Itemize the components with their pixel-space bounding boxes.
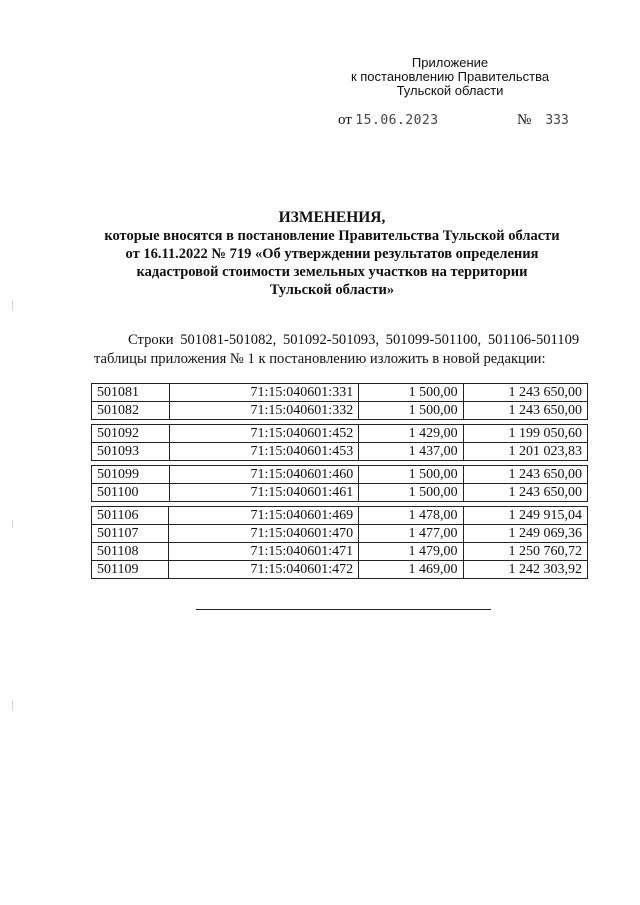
cadastral-number-cell: 71:15:040601:453 [169, 443, 359, 461]
end-of-document-rule [196, 609, 491, 610]
cadastral-number-cell: 71:15:040601:471 [169, 543, 359, 561]
table-row [92, 402, 588, 420]
table-row [92, 561, 588, 579]
cadastral-value-cell: 1 201 023,83 [463, 443, 587, 461]
date-label: от [338, 112, 352, 128]
document-number [517, 111, 569, 129]
cadastral-number-cell: 71:15:040601:331 [169, 384, 359, 402]
cadastral-number-cell: 71:15:040601:452 [169, 425, 359, 443]
table-row [92, 507, 588, 525]
number-value: 333 [545, 113, 569, 128]
cadastral-number-cell: 71:15:040601:472 [169, 561, 359, 579]
document-date [338, 112, 439, 129]
cadastral-table [91, 506, 588, 579]
specific-value-cell: 1 469,00 [359, 561, 463, 579]
row-number-cell: 501082 [92, 402, 170, 420]
appendix-header [330, 56, 570, 98]
cadastral-table [91, 465, 588, 502]
appendix-line: Приложение [411, 55, 489, 70]
appendix-line: Тульской области [396, 83, 504, 98]
cadastral-value-cell: 1 250 760,72 [463, 543, 587, 561]
row-number-cell: 501108 [92, 543, 169, 561]
cadastral-tables [91, 383, 588, 583]
title-line: которые вносятся в постановление Правительства Тульской области [104, 228, 560, 244]
row-number-cell: 501107 [92, 525, 169, 543]
scan-edge-mark-middle [12, 520, 13, 528]
cadastral-value-cell: 1 243 650,00 [463, 402, 587, 420]
cadastral-number-cell: 71:15:040601:469 [169, 507, 359, 525]
cadastral-value-cell: 1 242 303,92 [463, 561, 587, 579]
specific-value-cell: 1 479,00 [359, 543, 463, 561]
cadastral-value-cell: 1 243 650,00 [463, 384, 587, 402]
cadastral-value-cell: 1 243 650,00 [463, 484, 587, 502]
table-row [92, 466, 588, 484]
row-number-cell: 501081 [92, 384, 170, 402]
specific-value-cell: 1 500,00 [359, 466, 463, 484]
table-row [92, 425, 588, 443]
cadastral-value-cell: 1 243 650,00 [463, 466, 587, 484]
specific-value-cell: 1 437,00 [359, 443, 463, 461]
cadastral-number-cell: 71:15:040601:332 [169, 402, 359, 420]
cadastral-number-cell: 71:15:040601:461 [169, 484, 359, 502]
document-title [80, 209, 584, 299]
intro-line: таблицы приложения № 1 к постановлению изложить в новой редакции: [94, 351, 546, 367]
specific-value-cell: 1 478,00 [359, 507, 463, 525]
row-number-cell: 501109 [92, 561, 169, 579]
specific-value-cell: 1 477,00 [359, 525, 463, 543]
cadastral-table [91, 383, 588, 420]
table-row [92, 384, 588, 402]
title-line: Тульской области» [269, 282, 395, 298]
title-line: от 16.11.2022 № 719 «Об утверждении результатов определения [125, 246, 539, 262]
scan-edge-mark-top [12, 300, 13, 310]
cadastral-value-cell: 1 249 915,04 [463, 507, 587, 525]
table-row [92, 525, 588, 543]
row-number-cell: 501106 [92, 507, 169, 525]
specific-value-cell: 1 500,00 [359, 402, 463, 420]
date-value: 15.06.2023 [355, 113, 439, 128]
cadastral-number-cell: 71:15:040601:470 [169, 525, 359, 543]
cadastral-value-cell: 1 199 050,60 [463, 425, 587, 443]
number-label: № [517, 112, 532, 128]
intro-line: Строки 501081-501082, 501092-501093, 501099-501100, 501106-501109 [128, 332, 580, 348]
table-row [92, 484, 588, 502]
row-number-cell: 501093 [92, 443, 170, 461]
intro-paragraph [94, 331, 602, 369]
cadastral-value-cell: 1 249 069,36 [463, 525, 587, 543]
appendix-line: к постановлению Правительства [350, 69, 550, 84]
table-row [92, 443, 588, 461]
specific-value-cell: 1 429,00 [359, 425, 463, 443]
row-number-cell: 501099 [92, 466, 170, 484]
scan-edge-mark-bottom [12, 700, 13, 710]
title-heading: ИЗМЕНЕНИЯ, [278, 209, 386, 226]
specific-value-cell: 1 500,00 [359, 484, 463, 502]
row-number-cell: 501092 [92, 425, 170, 443]
cadastral-number-cell: 71:15:040601:460 [169, 466, 359, 484]
table-row [92, 543, 588, 561]
title-line: кадастровой стоимости земельных участков на территории [136, 264, 528, 280]
specific-value-cell: 1 500,00 [359, 384, 463, 402]
cadastral-table [91, 424, 588, 461]
row-number-cell: 501100 [92, 484, 170, 502]
